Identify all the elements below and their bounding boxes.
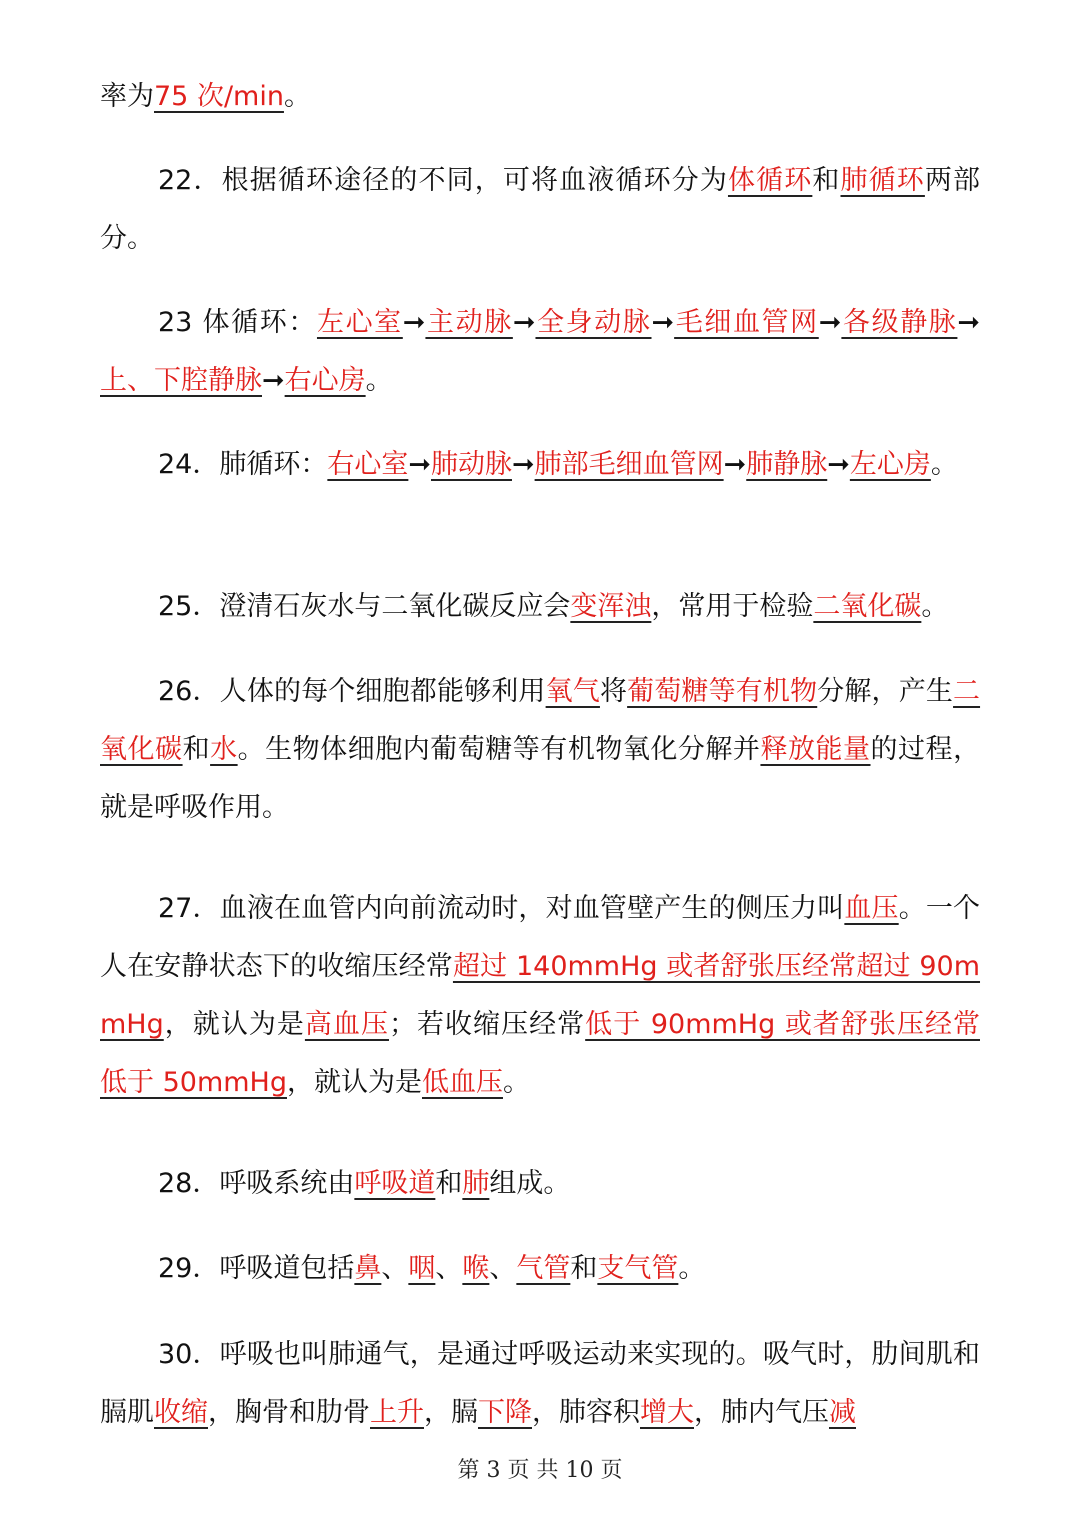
body-text: ➞ (818, 307, 842, 338)
answer-text: 低血压 (421, 1067, 503, 1098)
paragraph-30 (100, 1326, 980, 1442)
page-footer: 第 3 页 共 10 页 (457, 1458, 623, 1483)
answer-text: 低于 90mmHg 或者舒张压经常低于 50mmHg (100, 1009, 980, 1098)
body-text: 。 (283, 81, 311, 112)
paragraph-23 (100, 294, 980, 410)
body-text: 27．血液在血管内向前流动时，对血管壁产生的侧压力叫 (158, 893, 845, 924)
body-text: 两部分。 (100, 165, 981, 254)
paragraph-27 (100, 880, 980, 1112)
paragraph-25 (100, 578, 980, 636)
answer-text: 主动脉 (425, 307, 513, 338)
answer-text: 右心房 (284, 365, 366, 396)
body-text: 率为 (100, 81, 154, 112)
body-text: ，膈 (424, 1397, 478, 1428)
body-text: 和 (435, 1168, 463, 1199)
body-text: ➞ (957, 307, 981, 338)
answer-text: 毛细血管网 (674, 307, 819, 338)
answer-text: 75 次/min (154, 81, 284, 112)
paragraph-26 (100, 663, 980, 837)
answer-text: 呼吸道 (354, 1168, 436, 1199)
body-text: 26．人体的每个细胞都能够利用 (158, 676, 546, 707)
body-text: 。 (365, 365, 393, 396)
body-text: 。 (930, 449, 958, 480)
body-text: 组成。 (489, 1168, 571, 1199)
body-text: ➞ (408, 449, 431, 480)
answer-text: 血压 (844, 893, 899, 924)
answer-text: 咽 (408, 1253, 436, 1284)
body-text: ➞ (651, 307, 675, 338)
body-text: ，就认为是 (286, 1067, 422, 1098)
answer-text: 上升 (370, 1397, 424, 1428)
body-text: 分解，产生 (817, 676, 954, 707)
answer-text: 上、下腔静脉 (100, 365, 262, 396)
answer-text: 肺静脉 (746, 449, 828, 480)
body-text: 。 (921, 591, 949, 622)
body-text: 。一个人在安静状态下的收缩压经常 (100, 893, 981, 982)
answer-text: 变浑浊 (570, 591, 652, 622)
body-text: 29．呼吸道包括 (158, 1253, 355, 1284)
answer-text: 氧气 (545, 676, 600, 707)
body-text: 24．肺循环： (158, 449, 328, 480)
answer-text: 肺 (462, 1168, 490, 1199)
paragraph-28 (100, 1155, 980, 1213)
answer-text: 收缩 (154, 1397, 208, 1428)
answer-text: 左心房 (849, 449, 931, 480)
paragraph-29 (100, 1240, 980, 1298)
body-text: 22．根据循环途径的不同，可将血液循环分为 (158, 165, 728, 196)
paragraph-24 (100, 436, 980, 494)
body-text: 和 (182, 734, 211, 765)
body-text: ➞ (827, 449, 850, 480)
answer-text: 右心室 (327, 449, 409, 480)
answer-text: 增大 (640, 1397, 694, 1428)
body-text: ➞ (262, 365, 285, 396)
answer-text: 葡萄糖等有机物 (627, 676, 818, 707)
body-text: 25．澄清石灰水与二氧化碳反应会 (158, 591, 571, 622)
paragraph-22 (100, 152, 980, 268)
body-text: 、 (489, 1253, 517, 1284)
body-text: 。 (678, 1253, 706, 1284)
answer-text: 肺循环 (840, 165, 925, 196)
body-text: ，就认为是 (163, 1009, 305, 1040)
answer-text: 减 (829, 1397, 856, 1428)
body-text: 将 (599, 676, 628, 707)
answer-text: 超过 140mmHg 或者舒张压经常超过 90mmHg (100, 951, 981, 1040)
answer-text: 气管 (516, 1253, 571, 1284)
answer-text: 左心室 (316, 307, 403, 338)
answer-text: 鼻 (354, 1253, 382, 1284)
answer-text: 水 (210, 734, 238, 765)
body-text: 和 (812, 165, 841, 196)
answer-text: 肺动脉 (430, 449, 512, 480)
body-text: ➞ (723, 449, 747, 480)
answer-text: 二氧化碳 (100, 676, 981, 765)
body-text: ；若收缩压经常 (388, 1009, 586, 1040)
body-text: 。 (502, 1067, 530, 1098)
answer-text: 全身动脉 (535, 307, 652, 338)
answer-text: 各级静脉 (841, 307, 958, 338)
answer-text: 释放能量 (760, 734, 871, 765)
body-text: 、 (381, 1253, 409, 1284)
body-text: 30．呼吸也叫肺通气，是通过呼吸运动来实现的。吸气时，肋间肌和膈肌 (100, 1339, 980, 1428)
body-text: 28．呼吸系统由 (158, 1168, 355, 1199)
body-text: ，常用于检验 (651, 591, 814, 622)
answer-text: 下降 (478, 1397, 532, 1428)
body-text: ，胸骨和肋骨 (208, 1397, 370, 1428)
answer-text: 喉 (462, 1253, 490, 1284)
body-text: 23 体循环： (158, 307, 317, 338)
body-text: 的过程，就是呼吸作用。 (100, 734, 981, 823)
body-text: ，肺内气压 (694, 1397, 829, 1428)
body-text: 、 (435, 1253, 463, 1284)
answer-text: 肺部毛细血管网 (534, 449, 724, 480)
answer-text: 支气管 (597, 1253, 679, 1284)
body-text: 。生物体细胞内葡萄糖等有机物氧化分解并 (237, 734, 761, 765)
body-text: ➞ (402, 307, 426, 338)
paragraph-rate (100, 68, 980, 126)
body-text: ，肺容积 (532, 1397, 640, 1428)
body-text: ➞ (511, 449, 535, 480)
answer-text: 二氧化碳 (813, 591, 922, 622)
answer-text: 体循环 (727, 165, 813, 196)
body-text: 和 (570, 1253, 598, 1284)
body-text: ➞ (512, 307, 536, 338)
answer-text: 高血压 (304, 1009, 389, 1040)
